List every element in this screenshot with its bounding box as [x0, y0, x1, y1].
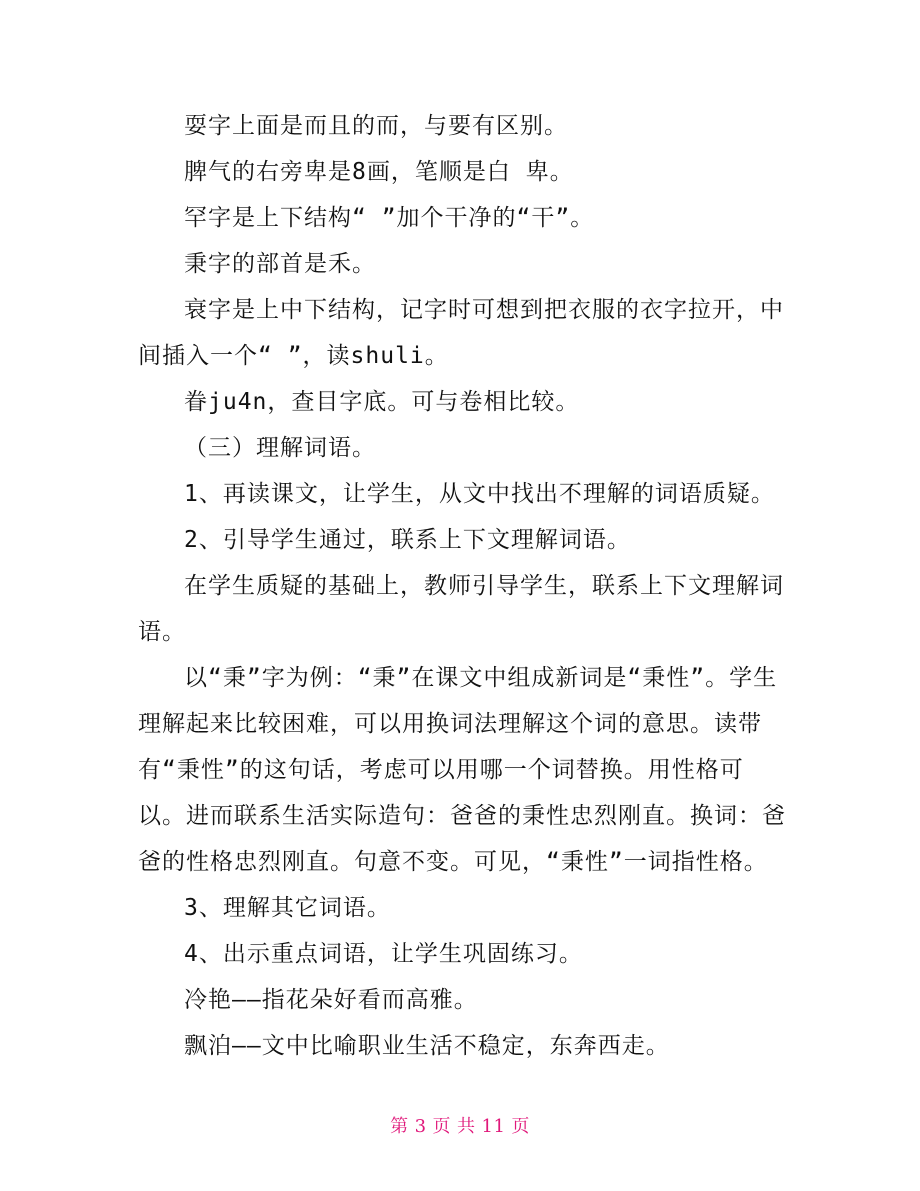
- paragraph: 秉字的部首是禾。: [184, 251, 376, 277]
- paragraph: 冷艳——指花朵好看而高雅。: [184, 987, 478, 1013]
- paragraph: 以“秉”字为例：“秉”在课文中组成新词是“秉性”。学生理解起来比较困难，可以用换词法理解这个词的意思。读带有“秉性”的这句话，考虑可以用哪一个词替换。用性格可以。进而联系生活实际造句：爸爸的秉性忠烈刚直。换词：爸爸的性格忠烈刚直。句意不变。可见，“秉性”一词指性格。: [138, 665, 786, 875]
- footer-prefix: 第: [390, 1116, 409, 1137]
- paragraph: 耍字上面是而且的而，与要有区别。: [184, 113, 568, 139]
- paragraph: 罕字是上下结构“ ”加个干净的“干”。: [184, 205, 595, 231]
- document-body: [138, 103, 788, 1069]
- paragraph: 3、理解其它词语。: [184, 895, 391, 921]
- paragraph: 1、再读课文，让学生，从文中找出不理解的词语质疑。: [184, 481, 775, 507]
- footer-total-unit: 页: [511, 1116, 530, 1137]
- paragraph: 飘泊——文中比喻职业生活不稳定，东奔西走。: [184, 1033, 670, 1059]
- footer-current-page: 3: [414, 1116, 427, 1137]
- footer-total-pages: 11: [481, 1116, 506, 1137]
- section-heading: （三）理解词语。: [184, 435, 376, 461]
- footer-page-unit: 页: [432, 1116, 452, 1137]
- paragraph: 在学生质疑的基础上，教师引导学生，联系上下文理解词语。: [138, 573, 784, 645]
- paragraph: 脾气的右旁卑是8画，笔顺是白 卑。: [184, 159, 574, 185]
- paragraph: 4、出示重点词语，让学生巩固练习。: [184, 941, 583, 967]
- page-footer: [0, 1112, 920, 1138]
- paragraph: 2、引导学生通过，联系上下文理解词语。: [184, 527, 631, 553]
- footer-total-prefix: 共: [457, 1116, 476, 1137]
- paragraph: 衰字是上中下结构，记字时可想到把衣服的衣字拉开，中间插入一个“ ”，读shuli。: [138, 297, 784, 369]
- paragraph: 眷ju4n，查目字底。可与卷相比较。: [184, 389, 580, 415]
